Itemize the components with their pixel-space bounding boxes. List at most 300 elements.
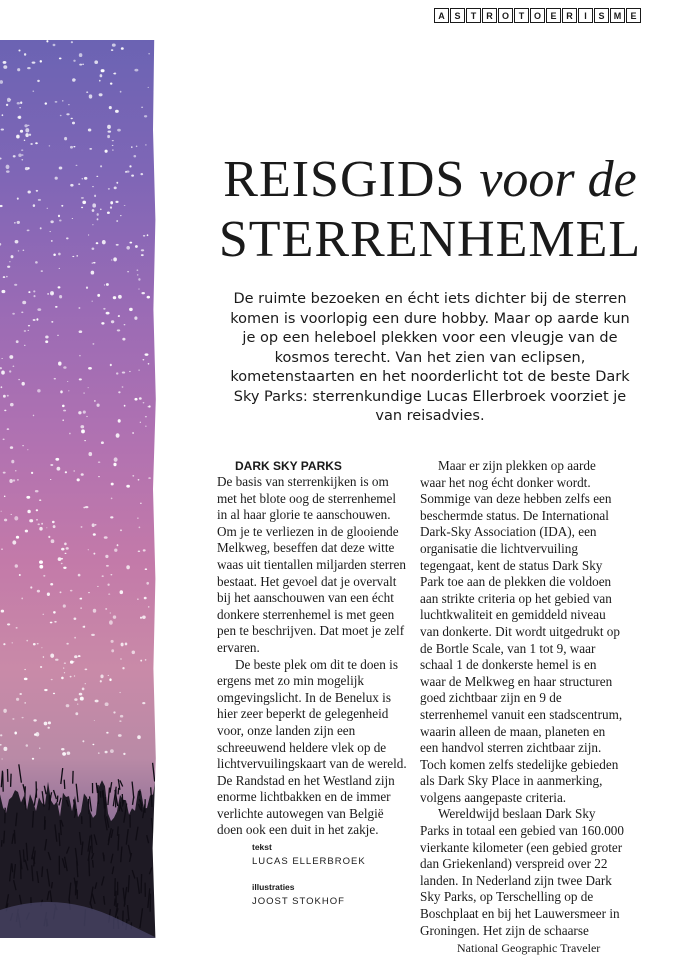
star <box>113 73 115 74</box>
star <box>116 244 119 246</box>
star <box>37 80 40 82</box>
star <box>142 616 146 619</box>
star <box>11 255 14 258</box>
star <box>16 698 19 701</box>
section-letter: O <box>498 8 513 23</box>
star <box>12 718 14 719</box>
star <box>109 678 111 681</box>
star <box>92 224 94 225</box>
star <box>66 237 69 239</box>
star <box>33 719 36 721</box>
star <box>78 574 81 577</box>
star <box>120 590 124 594</box>
star <box>93 609 97 613</box>
star <box>43 575 45 577</box>
star <box>17 221 20 224</box>
star <box>111 640 114 643</box>
star <box>147 234 149 236</box>
star <box>85 683 86 684</box>
star <box>59 295 62 298</box>
star <box>68 390 69 391</box>
grass-stroke <box>139 789 140 795</box>
star <box>50 622 53 624</box>
star <box>79 378 82 380</box>
star <box>11 514 12 515</box>
grass-stroke <box>42 866 43 877</box>
star <box>131 146 133 147</box>
star <box>88 129 92 132</box>
star <box>76 255 78 257</box>
star <box>13 366 15 367</box>
star <box>98 752 100 754</box>
star <box>110 206 112 208</box>
star <box>82 626 83 627</box>
star <box>14 222 15 223</box>
star <box>88 549 89 550</box>
star <box>53 525 56 528</box>
star <box>16 135 20 139</box>
star <box>132 475 134 476</box>
star <box>45 102 47 104</box>
star <box>113 615 116 618</box>
star <box>12 540 16 544</box>
star <box>50 464 53 466</box>
grass-stroke <box>120 780 123 786</box>
star <box>18 50 20 52</box>
star <box>43 656 45 658</box>
star <box>59 219 62 221</box>
star <box>87 387 88 388</box>
star <box>79 355 81 357</box>
star <box>65 553 67 554</box>
star <box>126 171 129 173</box>
star <box>26 640 28 642</box>
star <box>80 598 82 600</box>
star <box>24 140 26 141</box>
star <box>1 549 3 550</box>
star <box>138 479 140 481</box>
star <box>65 471 67 473</box>
grass-stroke <box>93 860 94 868</box>
star <box>50 291 54 295</box>
star <box>81 197 84 199</box>
star <box>7 395 9 397</box>
star <box>9 261 10 262</box>
star <box>138 289 139 290</box>
section-letter: E <box>546 8 561 23</box>
star <box>82 688 85 691</box>
star <box>22 382 25 386</box>
paragraph: De basis van sterrenkijken is om met het blote oog de sterrenhemel in al haar glorie te aanschouwen. Om je te verliezen in de glooiende Melkweg, beseffen dat deze witte waas uit tientallen miljarden sterren bestaat. Het gevoel dat je overvalt bij het aanschouwen van een écht donkere sterrenhemel is met geen pen te beschrijven. Dat moet je zelf ervaren. <box>217 474 406 655</box>
star <box>10 446 13 449</box>
star <box>63 567 66 569</box>
star <box>67 751 71 754</box>
star <box>78 183 80 184</box>
star <box>97 586 99 587</box>
star <box>60 591 62 593</box>
star <box>14 516 18 520</box>
grass-stroke <box>108 788 110 806</box>
title-caps: REISGIDS <box>223 151 466 208</box>
star <box>70 590 73 592</box>
star <box>0 367 2 369</box>
star <box>73 661 75 662</box>
star <box>109 106 112 109</box>
grass-stroke <box>25 786 26 804</box>
star <box>110 574 112 575</box>
star <box>27 230 30 232</box>
star <box>74 637 76 639</box>
star <box>0 744 1 745</box>
star <box>102 240 106 244</box>
star <box>66 704 70 707</box>
star <box>0 734 2 736</box>
star <box>92 209 95 212</box>
star <box>80 697 84 701</box>
star <box>144 597 147 600</box>
star <box>107 584 109 586</box>
star <box>118 295 122 299</box>
star <box>79 53 83 57</box>
star <box>115 110 119 113</box>
star <box>74 655 77 658</box>
section-letter: A <box>434 8 449 23</box>
star <box>50 220 53 223</box>
star <box>58 253 61 256</box>
star <box>72 256 74 257</box>
star <box>9 479 13 483</box>
star <box>126 246 130 250</box>
star <box>82 64 84 66</box>
star <box>117 129 121 132</box>
star <box>24 678 28 681</box>
star <box>139 397 142 400</box>
star <box>110 612 111 613</box>
credit-text-label: tekst <box>252 842 272 852</box>
star <box>135 245 138 248</box>
star <box>79 693 83 696</box>
star <box>110 364 112 366</box>
star <box>88 235 89 236</box>
grass-stroke <box>118 788 119 795</box>
star <box>64 137 67 141</box>
star <box>21 154 23 156</box>
star <box>136 145 138 147</box>
credit-illustration-name: JOOST STOKHOF <box>252 896 345 907</box>
star <box>63 604 66 607</box>
star <box>1 386 3 388</box>
star <box>143 359 145 360</box>
star <box>127 271 129 272</box>
star <box>99 93 103 96</box>
star <box>9 370 11 372</box>
star <box>140 173 143 175</box>
star <box>110 82 112 84</box>
star <box>126 485 130 488</box>
star <box>33 319 36 321</box>
star <box>80 425 84 428</box>
star <box>44 689 47 691</box>
body-column-1 <box>217 458 409 839</box>
star <box>79 330 83 333</box>
star <box>27 67 31 69</box>
star <box>109 620 113 624</box>
star <box>81 429 85 433</box>
star <box>47 208 49 209</box>
star <box>25 167 29 170</box>
star <box>106 565 109 567</box>
star <box>86 416 88 417</box>
star <box>118 419 121 423</box>
star <box>57 467 61 471</box>
grass-stroke <box>1 771 2 788</box>
star <box>106 312 110 315</box>
star <box>83 411 86 414</box>
star <box>148 477 151 479</box>
grass-stroke <box>153 763 155 782</box>
star <box>121 643 124 647</box>
star <box>93 262 96 264</box>
star <box>111 649 114 652</box>
grass-stroke <box>44 786 46 795</box>
star <box>4 519 7 522</box>
star <box>33 204 35 207</box>
star <box>44 722 48 726</box>
grass-stroke <box>19 764 22 782</box>
star <box>66 113 69 115</box>
star <box>36 519 38 521</box>
sky-stars-graphic <box>0 40 157 938</box>
star <box>96 242 99 244</box>
star <box>22 445 24 446</box>
star <box>64 672 65 673</box>
title-italic: voor de <box>479 151 637 208</box>
star <box>129 308 133 311</box>
star <box>4 496 6 498</box>
star <box>25 133 28 137</box>
grass-stroke <box>91 835 92 854</box>
star <box>37 590 40 593</box>
star <box>82 740 84 742</box>
star <box>112 150 114 151</box>
star <box>81 473 84 476</box>
star <box>98 461 101 463</box>
star <box>101 322 104 324</box>
star <box>3 395 6 398</box>
section-letter: S <box>594 8 609 23</box>
star <box>77 703 78 704</box>
star <box>92 247 95 249</box>
star <box>143 235 145 237</box>
star <box>100 74 103 77</box>
star <box>54 378 56 380</box>
star <box>114 549 117 552</box>
star <box>105 702 109 706</box>
star <box>103 308 105 310</box>
star <box>134 69 138 72</box>
grass-stroke <box>21 860 22 879</box>
star <box>66 643 68 645</box>
star <box>62 100 63 101</box>
star <box>13 155 16 157</box>
star <box>148 606 150 607</box>
star <box>142 702 145 704</box>
star <box>37 523 39 525</box>
section-letter: T <box>466 8 481 23</box>
grass-stroke <box>57 796 58 803</box>
star <box>40 666 42 668</box>
star <box>41 270 43 271</box>
star <box>12 313 15 315</box>
star <box>16 627 18 628</box>
star <box>111 498 113 500</box>
star <box>50 479 51 480</box>
star <box>113 711 115 713</box>
star <box>25 530 28 533</box>
star <box>54 621 57 623</box>
lead-paragraph: De ruimte bezoeken en écht iets dichter bij de sterren komen is voorlopig een dure hobby. Maar op aarde kun je op een heleboel plekken voor een vleugje van de kosmos terecht. Van het zien van eclipsen, kometenstaarten en het noorderlicht tot de beste Dark Sky Parks: sterrenkundige Lucas Ellerbroek voorziet je van reisadvies. <box>230 291 630 424</box>
star <box>131 175 134 177</box>
star <box>120 715 123 718</box>
star <box>7 98 11 102</box>
star <box>55 101 58 103</box>
star <box>0 80 3 84</box>
grass-stroke <box>59 798 61 806</box>
star <box>74 79 76 80</box>
star <box>25 669 26 670</box>
star <box>84 440 86 441</box>
star <box>102 575 104 577</box>
star <box>61 748 64 750</box>
star <box>30 143 33 145</box>
star <box>120 529 122 531</box>
star <box>53 44 56 46</box>
star <box>51 539 55 543</box>
star <box>74 698 77 701</box>
star <box>67 381 68 382</box>
star <box>110 201 113 204</box>
star <box>19 574 21 576</box>
star <box>110 516 113 518</box>
star <box>112 140 114 141</box>
star <box>1 290 5 293</box>
star <box>140 503 141 504</box>
star <box>39 565 43 569</box>
star <box>148 53 149 54</box>
star <box>70 676 72 678</box>
star <box>35 261 38 264</box>
star <box>74 675 75 676</box>
star <box>88 592 90 593</box>
star <box>113 296 116 299</box>
star <box>39 560 43 564</box>
star <box>21 149 23 150</box>
star <box>100 675 103 679</box>
star <box>84 177 87 180</box>
star <box>71 118 73 119</box>
star <box>105 150 108 153</box>
star <box>112 43 116 46</box>
star <box>137 735 141 739</box>
body-column-2 <box>420 458 624 939</box>
star <box>55 306 58 308</box>
star <box>78 655 81 657</box>
star <box>107 125 111 129</box>
star <box>79 64 82 66</box>
star <box>139 527 141 529</box>
star <box>141 249 144 251</box>
star <box>35 490 39 492</box>
star <box>97 294 100 297</box>
star <box>94 195 96 197</box>
star <box>24 345 25 346</box>
star <box>132 650 135 654</box>
star <box>3 643 5 645</box>
star <box>18 379 19 380</box>
star <box>108 675 109 676</box>
star <box>113 257 117 261</box>
star <box>78 307 80 309</box>
star <box>1 511 2 512</box>
paragraph: Maar er zijn plekken op aarde waar het nog écht donker wordt. Sommige van deze hebben zelfs een beschermde status. De International Dark-Sky Association (IDA), een organisatie die lichtvervuiling tegengaat, kent de status Dark Sky Park toe aan de plekken die voldoen aan strikte criteria op het gebied van luchtkwaliteit en gemiddeld niveau van donkerte. Dit wordt uitgedrukt op de Bortle Scale, van 1 tot 9, waar schaal 1 de donkerste hemel is en waar de Melkweg en haar structuren goed zichtbaar zijn en 9 de sterrenhemel vanuit een stadscentrum, waarin alleen de maan, planeten en een handvol sterren zichtbaar zijn. Toch komen zelfs stedelijke gebieden als Dark Sky Place in aanmerking, volgens aangepaste criteria. <box>420 458 623 805</box>
star <box>118 315 120 317</box>
star <box>145 144 146 146</box>
star <box>61 548 64 551</box>
star <box>70 146 73 149</box>
star <box>108 130 112 132</box>
star <box>101 69 105 72</box>
star <box>4 410 6 412</box>
star <box>145 353 149 355</box>
star <box>118 734 122 737</box>
star <box>15 470 16 472</box>
star <box>24 330 26 332</box>
star <box>17 102 20 105</box>
section-letter: S <box>450 8 465 23</box>
star <box>60 115 62 117</box>
star <box>92 203 96 207</box>
star <box>94 400 96 402</box>
star <box>122 667 124 669</box>
star <box>97 218 99 220</box>
star <box>94 720 95 721</box>
star <box>51 679 53 680</box>
star <box>49 231 51 232</box>
section-letter: O <box>530 8 545 23</box>
grass-stroke <box>23 849 24 862</box>
grass-stroke <box>76 881 77 888</box>
star <box>21 159 23 160</box>
star <box>115 201 118 203</box>
star <box>123 753 125 755</box>
star <box>97 404 100 407</box>
star <box>108 594 110 595</box>
star <box>59 268 61 269</box>
star <box>50 583 53 586</box>
star <box>38 199 41 201</box>
grass-stroke <box>141 874 142 893</box>
star <box>116 220 118 222</box>
star <box>32 90 34 91</box>
star <box>95 700 99 703</box>
star <box>29 134 31 136</box>
star <box>0 158 2 160</box>
star <box>129 242 132 244</box>
star <box>0 205 3 207</box>
star <box>13 479 15 481</box>
star <box>27 449 28 450</box>
paragraph: Wereldwijd beslaan Dark Sky Parks in totaal een gebied van 160.000 vierkante kilometer (een gebied groter dan Griekenland) verspreid over 22 landen. In Nederland zijn twee Dark Sky Parks, op Terschelling op de Boschplaat en bij het Lauwersmeer in Groningen. Het zijn de schaarse <box>420 806 624 938</box>
